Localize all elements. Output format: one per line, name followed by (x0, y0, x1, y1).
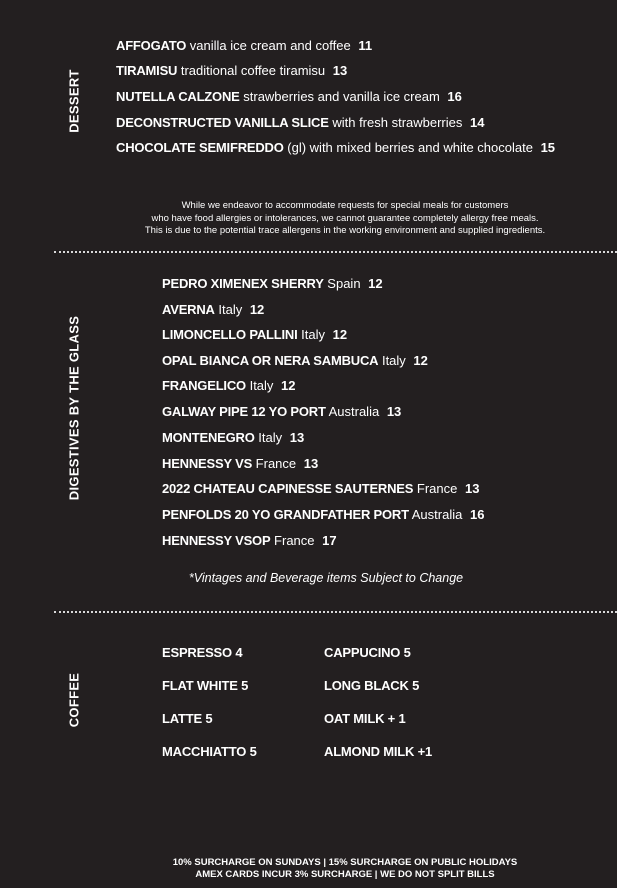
item-price: 16 (469, 507, 485, 522)
item-price: 11 (358, 38, 373, 53)
coffee-item: LONG BLACK 5 (324, 678, 420, 693)
menu-item (162, 507, 484, 523)
item-name: FRANGELICO (162, 378, 246, 393)
allergy-notice (0, 200, 617, 238)
menu-item (162, 533, 337, 549)
item-name: LIMONCELLO PALLINI (162, 327, 298, 342)
allergy-line: who have food allergies or intolerances, we cannot guarantee completely allergy free meals. (151, 212, 539, 224)
item-desc: traditional coffee tiramisu (180, 63, 326, 78)
item-price: 16 (447, 89, 462, 104)
item-name: NUTELLA CALZONE (116, 89, 240, 104)
item-desc: France (274, 533, 315, 548)
item-name: HENNESSY VS (162, 456, 253, 471)
menu-item (162, 430, 304, 446)
item-desc: with fresh strawberries (332, 115, 463, 130)
coffee-item: OAT MILK + 1 (324, 711, 406, 726)
item-price: 13 (289, 430, 305, 445)
item-price: 13 (332, 63, 348, 78)
item-price: 12 (413, 353, 428, 368)
footer-line: 10% SURCHARGE ON SUNDAYS | 15% SURCHARGE ON PUBLIC HOLIDAYS (172, 857, 518, 868)
section-label-dessert: DESSERT (66, 69, 82, 133)
section-label-coffee: COFFEE (66, 672, 82, 728)
coffee-item: CAPPUCINO 5 (324, 645, 411, 660)
item-name: GALWAY PIPE 12 YO PORT (162, 404, 326, 419)
item-desc: Australia (411, 507, 463, 522)
menu-item (116, 89, 462, 105)
item-name: OPAL BIANCA OR NERA SAMBUCA (162, 353, 379, 368)
item-desc: France (416, 481, 458, 496)
item-name: AVERNA (162, 302, 215, 317)
item-desc: France (255, 456, 297, 471)
item-name: TIRAMISU (116, 63, 178, 78)
item-desc: vanilla ice cream and coffee (189, 38, 351, 53)
item-desc: Italy (258, 430, 283, 445)
item-price: 13 (303, 456, 319, 471)
coffee-item: ALMOND MILK +1 (324, 744, 433, 759)
item-price: 13 (464, 481, 480, 496)
coffee-item: FLAT WHITE 5 (162, 678, 249, 693)
section-divider (54, 611, 617, 613)
menu-item (116, 115, 484, 131)
coffee-item: MACCHIATTO 5 (162, 744, 257, 759)
allergy-line: While we endeavor to accommodate requests for special meals for customers (181, 200, 509, 211)
item-price: 12 (281, 378, 296, 393)
coffee-item: LATTE 5 (162, 711, 213, 726)
menu-item (162, 327, 347, 343)
item-name: 2022 CHATEAU CAPINESSE SAUTERNES (162, 481, 414, 496)
item-price: 12 (332, 327, 348, 342)
item-price: 13 (386, 404, 402, 419)
menu-item (116, 63, 347, 79)
item-name: PENFOLDS 20 YO GRANDFATHER PORT (162, 507, 409, 522)
allergy-line: This is due to the potential trace allergens in the working environment and supplied ingredients. (144, 225, 546, 236)
item-desc: strawberries and vanilla ice cream (243, 89, 440, 104)
item-desc: Australia (328, 404, 380, 419)
section-divider (54, 251, 617, 253)
vintages-note: *Vintages and Beverage items Subject to Change (188, 571, 464, 585)
item-price: 12 (249, 302, 265, 317)
item-price: 14 (470, 115, 485, 130)
item-price: 17 (322, 533, 337, 548)
surcharge-footer (0, 857, 617, 881)
menu-item (162, 302, 264, 318)
menu-item (162, 276, 383, 292)
item-desc: Italy (301, 327, 326, 342)
item-desc: Italy (381, 353, 406, 368)
item-desc: Italy (249, 378, 274, 393)
item-name: PEDRO XIMENEX SHERRY (162, 276, 324, 291)
item-name: CHOCOLATE SEMIFREDDO (116, 140, 284, 155)
item-name: AFFOGATO (116, 38, 187, 53)
menu-item (116, 140, 555, 156)
item-desc: Italy (218, 302, 243, 317)
menu-item (162, 353, 428, 369)
footer-line: AMEX CARDS INCUR 3% SURCHARGE | WE DO NOT SPLIT BILLS (195, 869, 495, 880)
section-label-digestives: DIGESTIVES BY THE GLASS (66, 315, 82, 501)
menu-item (116, 38, 372, 54)
menu-item (162, 404, 401, 420)
item-desc: (gl) with mixed berries and white chocolate (287, 140, 533, 155)
item-name: HENNESSY VSOP (162, 533, 271, 548)
menu-item (162, 481, 479, 497)
item-price: 15 (540, 140, 556, 155)
menu-item (162, 456, 318, 472)
item-price: 12 (368, 276, 383, 291)
item-name: DECONSTRUCTED VANILLA SLICE (116, 115, 329, 130)
menu-item (162, 378, 296, 394)
item-desc: Spain (327, 276, 361, 291)
item-name: MONTENEGRO (162, 430, 255, 445)
coffee-item: ESPRESSO 4 (162, 645, 243, 660)
